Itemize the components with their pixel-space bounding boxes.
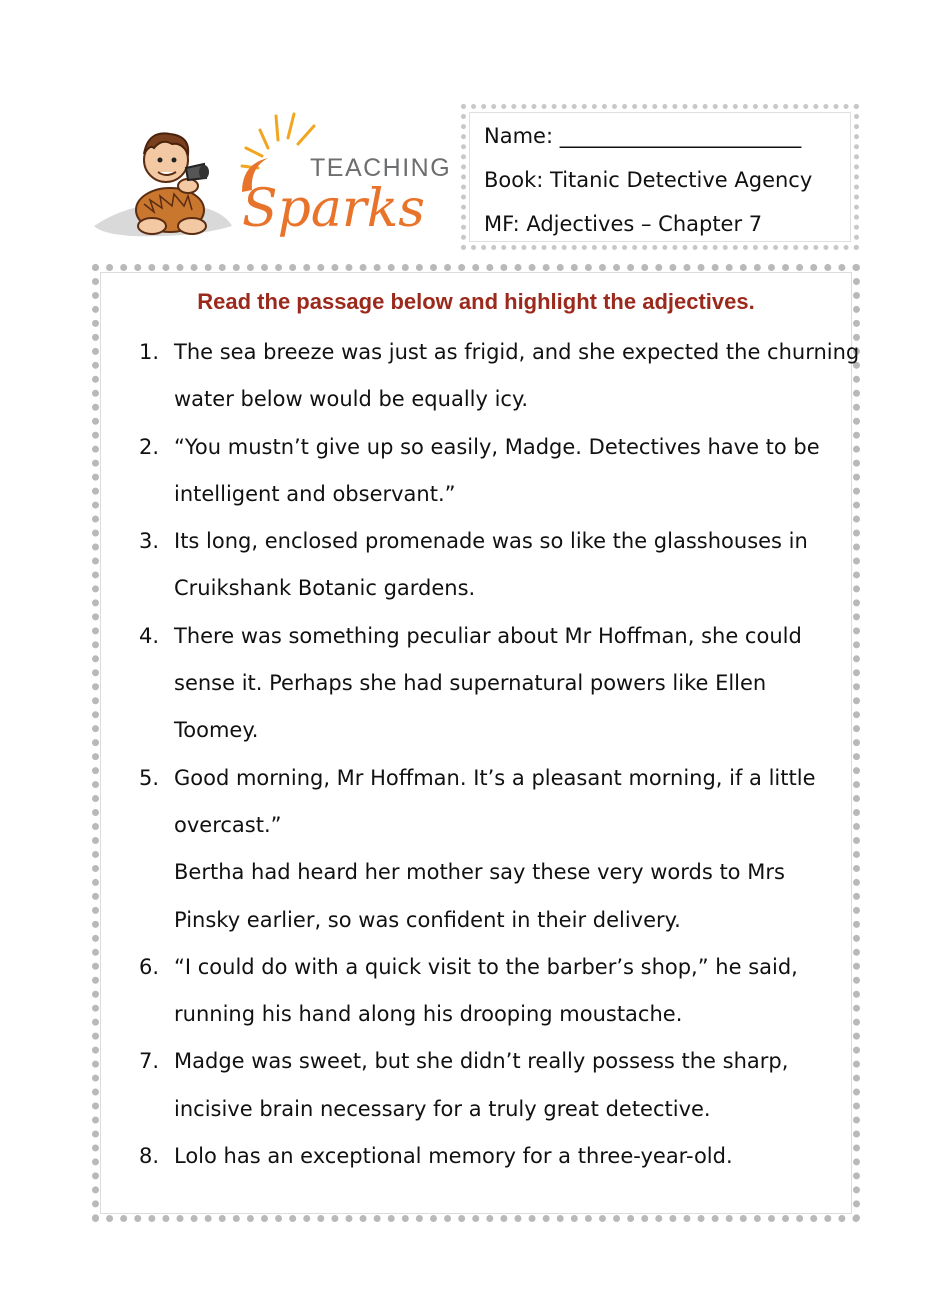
book-line: Book: Titanic Detective Agency bbox=[484, 168, 813, 192]
sentence-line: overcast.” bbox=[174, 812, 282, 837]
sentence-item bbox=[139, 424, 849, 519]
student-info-box bbox=[461, 104, 859, 250]
sentence-number: 8. bbox=[139, 1144, 160, 1169]
sentence-line: Lolo has an exceptional memory for a three-year-old. bbox=[174, 1144, 733, 1169]
sentence-line: Its long, enclosed promenade was so like the glasshouses in bbox=[174, 529, 808, 554]
sentence-item bbox=[139, 613, 849, 755]
sentence-line: water below would be equally icy. bbox=[174, 387, 529, 412]
caveman-icon bbox=[136, 133, 209, 234]
sentence-item bbox=[139, 1133, 849, 1180]
sentence-line: running his hand along his drooping moustache. bbox=[174, 1002, 683, 1027]
sentence-number: 2. bbox=[139, 434, 160, 459]
sentence-number: 3. bbox=[139, 529, 160, 554]
sun-rays-icon bbox=[242, 114, 314, 168]
sentence-line: Pinsky earlier, so was confident in their delivery. bbox=[174, 907, 681, 932]
instruction-heading: Read the passage below and highlight the adjectives. bbox=[197, 289, 755, 314]
sentence-line: Cruikshank Botanic gardens. bbox=[174, 576, 476, 601]
sentence-item bbox=[139, 518, 849, 613]
teaching-sparks-logo bbox=[92, 108, 452, 248]
sentence-line: The sea breeze was just as frigid, and she expected the churning bbox=[174, 340, 860, 364]
sentence-number: 1. bbox=[139, 340, 160, 364]
sentence-line: Toomey. bbox=[174, 718, 259, 743]
sentence-number: 6. bbox=[139, 954, 160, 979]
sentence-item bbox=[139, 1038, 849, 1133]
sentence-line: Madge was sweet, but she didn’t really possess the sharp, bbox=[174, 1049, 789, 1074]
sentence-number: 4. bbox=[139, 623, 160, 648]
sentence-number: 5. bbox=[139, 765, 160, 790]
mf-line: MF: Adjectives – Chapter 7 bbox=[484, 212, 763, 236]
sentence-line: incisive brain necessary for a truly great detective. bbox=[174, 1096, 711, 1121]
sentence-list bbox=[139, 329, 860, 1180]
logo-word-top: TEACHING bbox=[310, 154, 452, 182]
sentence-line: intelligent and observant.” bbox=[174, 481, 456, 506]
sentence-line: sense it. Perhaps she had supernatural powers like Ellen bbox=[174, 671, 767, 696]
sentence-line: Bertha had heard her mother say these very words to Mrs bbox=[174, 860, 785, 885]
name-line: Name: _______________________ bbox=[484, 124, 802, 148]
sentence-line: Good morning, Mr Hoffman. It’s a pleasant morning, if a little bbox=[174, 765, 816, 790]
sentence-line: “I could do with a quick visit to the barber’s shop,” he said, bbox=[174, 954, 798, 979]
sentence-item bbox=[139, 755, 849, 944]
sentence-line: There was something peculiar about Mr Hoffman, she could bbox=[174, 623, 802, 648]
sentence-item bbox=[139, 329, 860, 424]
sentence-line: “You mustn’t give up so easily, Madge. Detectives have to be bbox=[174, 434, 820, 459]
logo-word-bottom: Sparks bbox=[242, 179, 425, 239]
sentence-number: 7. bbox=[139, 1049, 160, 1074]
sentence-item bbox=[139, 944, 849, 1039]
passage-box bbox=[92, 264, 860, 1222]
